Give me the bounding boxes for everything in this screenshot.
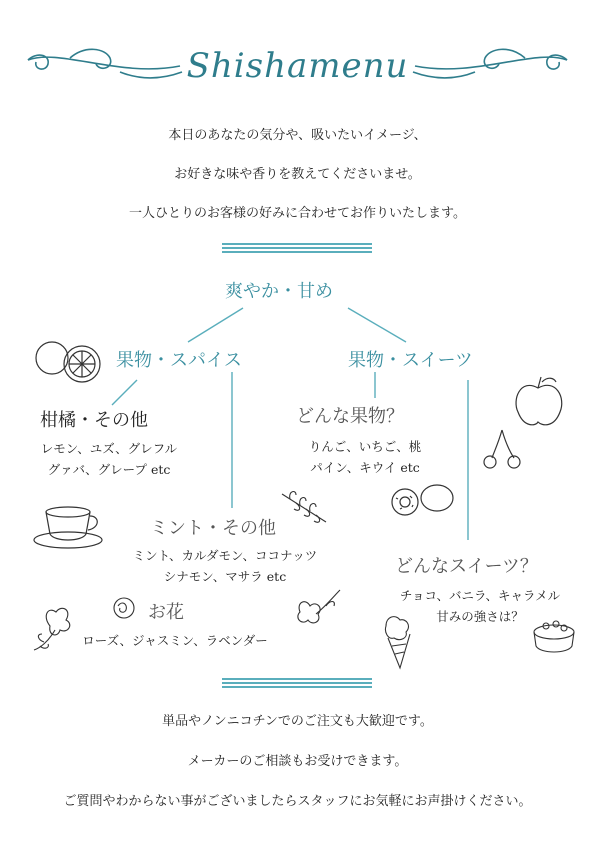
outro-line-3: ご質問やわからない事がございましたらスタッフにお気軽にお声掛けください。	[63, 794, 532, 809]
sweets-line-1: チョコ、バニラ、キャラメル	[399, 588, 561, 603]
flower-line-1: ローズ、ジャスミン、ラベンダー	[82, 633, 268, 648]
sweets-title: どんなスイーツ？	[395, 556, 538, 577]
intro-line-3: 一人ひとりのお客様の好みに合わせてお作りいたします。	[129, 206, 466, 221]
outro-line-2: メーカーのご相談もお受けできます。	[187, 754, 408, 769]
flower-right-icon	[298, 590, 340, 623]
fruit-title: どんな果物？	[296, 406, 404, 427]
kiwi-icon	[392, 485, 453, 515]
bottom-divider	[222, 676, 372, 690]
intro-line-2: お好きな味や香りを教えてくださいませ。	[174, 167, 421, 182]
top-divider	[222, 241, 372, 255]
sweets-items	[385, 585, 575, 627]
flower-items	[60, 630, 290, 651]
root-category: 爽やか・甘め	[225, 281, 333, 302]
left-branch-category: 果物・スパイス	[116, 350, 242, 371]
citrus-line-1: レモン、ユズ、グレフル	[40, 441, 178, 456]
sweets-line-2: 甘みの強さは？	[436, 609, 524, 624]
flower-title: お花	[148, 602, 184, 623]
rose-icon	[114, 598, 134, 618]
outro-line-1: 単品やノンニコチンでのご注文も大歓迎です。	[162, 714, 433, 729]
cherry-icon	[484, 430, 520, 468]
mint-items	[110, 545, 340, 587]
mint-line-2: シナモン、マサラ etc	[163, 569, 287, 584]
coffee-cup-icon	[34, 507, 102, 548]
citrus-line-2: グァバ、グレープ etc	[47, 462, 171, 477]
mint-title: ミント・その他	[150, 518, 276, 539]
citrus-title: 柑橘・その他	[40, 410, 148, 431]
mint-line-1: ミント、カルダモン、ココナッツ	[132, 548, 318, 563]
intro-line-1: 本日のあなたの気分や、吸いたいイメージ、	[168, 128, 427, 143]
fruit-line-1: りんご、いちご、桃	[308, 439, 422, 454]
citrus-items	[24, 438, 194, 480]
right-branch-category: 果物・スイーツ	[348, 350, 473, 371]
orange-icon	[36, 342, 100, 382]
page-title: Shishamenu	[186, 46, 409, 86]
fruit-line-2: パイン、キウイ etc	[310, 460, 420, 475]
apple-icon	[516, 377, 562, 425]
fruit-items	[290, 436, 440, 478]
